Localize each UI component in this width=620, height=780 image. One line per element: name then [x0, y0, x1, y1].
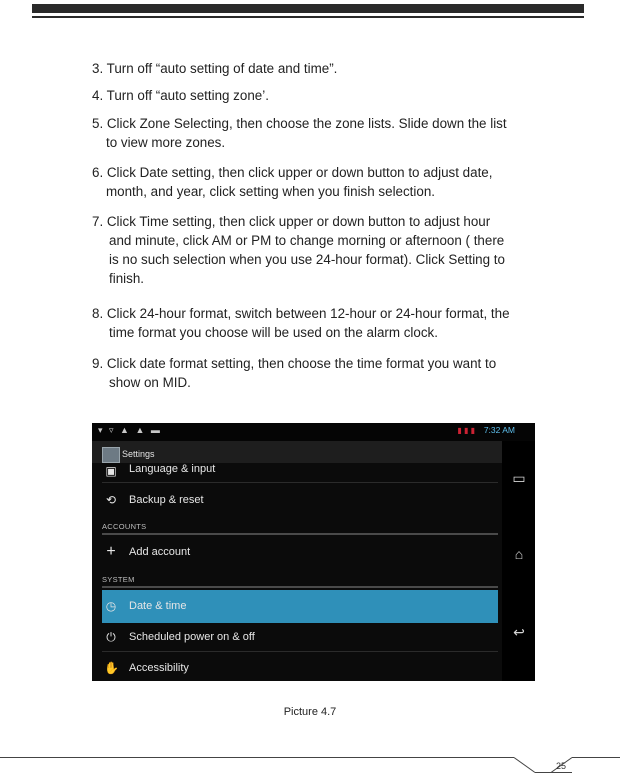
clock-icon: ◷ [105, 599, 117, 613]
step-5-line-2: to view more zones. [106, 135, 226, 150]
list-item-date-time[interactable] [102, 590, 498, 623]
keyboard-icon: ▣ [105, 464, 117, 478]
step-8-line-1: 8. Click 24-hour format, switch between 12-hour or 24-hour format, the [92, 306, 510, 321]
step-5-line-1: 5. Click Zone Selecting, then choose the zone lists. Slide down the list [92, 116, 507, 131]
list-item-language[interactable] [102, 461, 498, 483]
back-icon[interactable]: ↩ [513, 624, 525, 640]
step-9-line-2: show on MID. [109, 375, 191, 390]
footer-rule-bottom [535, 772, 572, 773]
step-7-line-1: 7. Click Time setting, then click upper or down button to adjust hour [92, 214, 491, 229]
status-clock: 7:32 AM [483, 425, 515, 435]
step-9-line-1: 9. Click date format setting, then choose the time format you want to [92, 356, 497, 371]
backup-icon: ⟲ [105, 493, 117, 507]
footer-rule [0, 757, 514, 758]
header-rule-thick [32, 4, 584, 13]
step-8-line-2: time format you choose will be used on the alarm clock. [109, 325, 438, 340]
navigation-bar [502, 441, 535, 681]
step-4: 4. Turn off “auto setting zone’. [92, 88, 269, 103]
power-icon: ⏻ [106, 630, 116, 644]
settings-screenshot [92, 423, 535, 681]
step-6-line-1: 6. Click Date setting, then click upper or down button to adjust date, [92, 165, 493, 180]
list-item-backup[interactable] [102, 487, 498, 515]
plus-icon: + [106, 543, 116, 560]
list-item-label: Add account [129, 546, 191, 558]
list-item-accessibility[interactable] [102, 655, 498, 681]
header-rule-thin [32, 16, 584, 18]
home-icon[interactable]: ⌂ [514, 546, 524, 562]
recent-apps-icon[interactable]: ▭ [512, 470, 526, 486]
footer-rule-right [572, 757, 620, 758]
list-item-label: Accessibility [129, 662, 189, 674]
section-divider [102, 533, 498, 535]
step-6-line-2: month, and year, click setting when you finish selection. [106, 184, 435, 199]
list-item-add-account[interactable] [102, 539, 498, 567]
divider [102, 651, 498, 652]
figure-caption: Picture 4.7 [283, 706, 337, 718]
list-item-label: Backup & reset [129, 494, 204, 506]
action-bar-title: Settings [122, 449, 155, 459]
battery-icons: ▮ ▮ ▮ [457, 426, 475, 435]
list-item-label: Scheduled power on & off [129, 631, 255, 643]
section-divider [102, 586, 498, 588]
divider [102, 482, 498, 483]
step-7-line-4: finish. [109, 271, 144, 286]
list-item-scheduled-power[interactable] [102, 624, 498, 652]
step-7-line-3: is no such selection when you use 24-hour format). Click Setting to [109, 252, 505, 267]
section-header-system: SYSTEM [102, 575, 135, 584]
section-header-accounts: ACCOUNTS [102, 522, 147, 531]
notification-icons: ▾ ▿ ▲ ▲ ▬ [98, 425, 162, 435]
page-number: 25 [556, 761, 567, 771]
step-3: 3. Turn off “auto setting of date and time”. [92, 61, 338, 76]
step-7-line-2: and minute, click AM or PM to change morning or afternoon ( there [109, 233, 505, 248]
hand-icon: ✋ [104, 661, 119, 675]
status-bar [92, 423, 535, 441]
settings-list [92, 461, 502, 681]
list-item-label: Language & input [129, 463, 216, 475]
list-item-label: Date & time [129, 600, 187, 612]
